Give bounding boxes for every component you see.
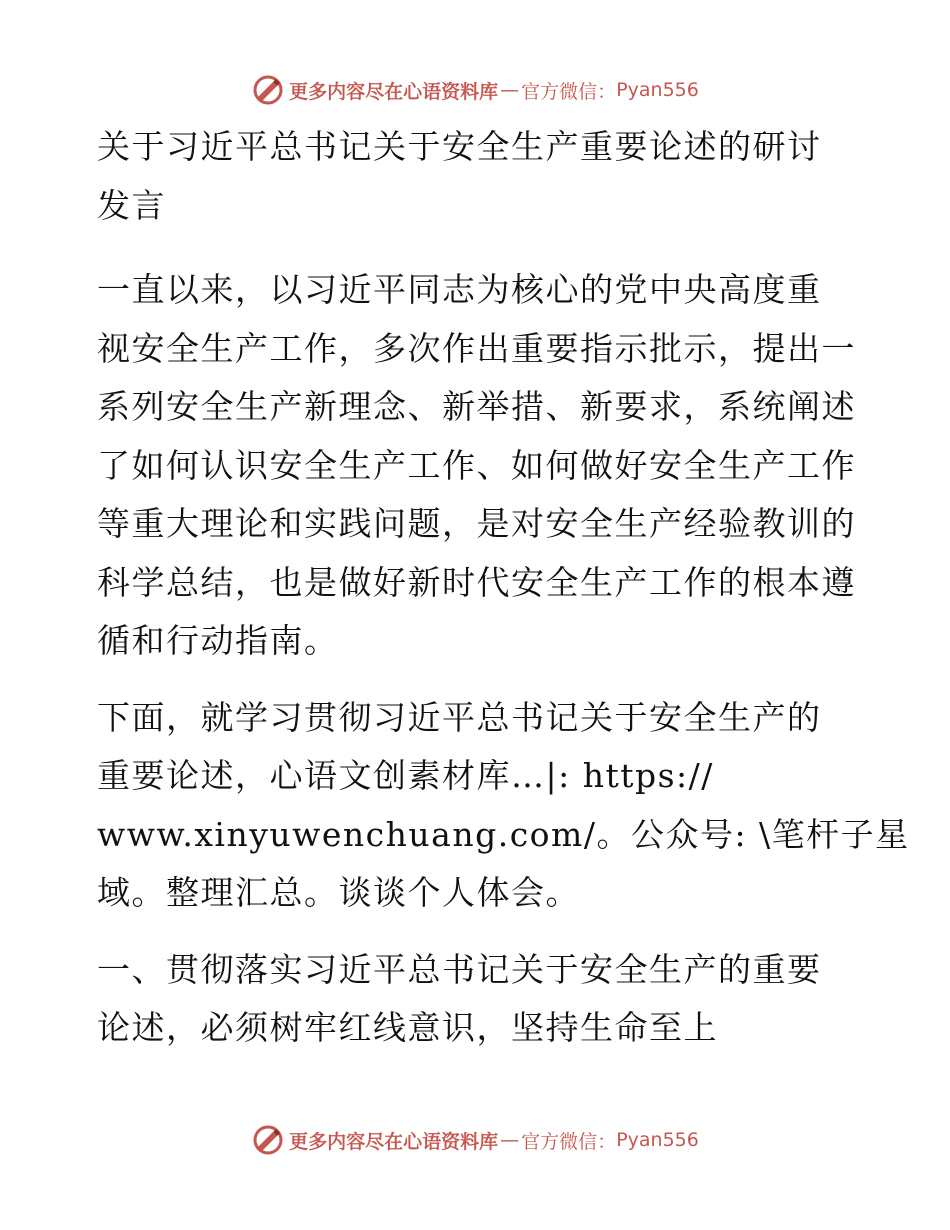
- paragraph-line: 科学总结，也是做好新时代安全生产工作的根本遵: [97, 562, 856, 602]
- banner-dash: —: [500, 1129, 520, 1151]
- banner-dash: —: [500, 79, 520, 101]
- heading-line: 一、贯彻落实习近平总书记关于安全生产的重要: [97, 949, 822, 989]
- pen-logo-icon: [251, 1123, 285, 1157]
- paragraph-line: 等重大理论和实践问题，是对安全生产经验教训的: [97, 504, 856, 543]
- paragraph-line: 重要论述，心语文创素材库…|: https://: [97, 756, 714, 795]
- paragraph-line: 循和行动指南。: [97, 621, 339, 660]
- banner-official-label: 官方微信：: [521, 1130, 617, 1153]
- banner-site-text: 更多内容尽在心语资料库: [289, 80, 499, 103]
- paragraph-line: 域。整理汇总。谈谈个人体会。: [97, 873, 580, 912]
- paragraph-intro: [97, 261, 857, 671]
- banner-wechat-id: Pyan556: [616, 1129, 699, 1151]
- paragraph-line: 了如何认识安全生产工作、如何做好安全生产工作: [97, 445, 856, 485]
- banner-official-label: 官方微信：: [521, 80, 617, 103]
- header-watermark-banner: [0, 70, 950, 110]
- paragraph-line: 系列安全生产新理念、新举措、新要求，系统阐述: [97, 387, 856, 426]
- section-heading-1: [97, 941, 857, 1058]
- title-line: 发言: [97, 185, 166, 225]
- paragraph-line: 下面，就学习贯彻习近平总书记关于安全生产的: [97, 697, 822, 737]
- paragraph-line: 视安全生产工作，多次作出重要指示批示，提出一: [97, 328, 856, 368]
- paragraph-line: 一直以来，以习近平同志为核心的党中央高度重: [97, 270, 822, 309]
- document-title: [97, 118, 857, 235]
- heading-line: 论述，必须树牢红线意识，坚持生命至上: [97, 1008, 718, 1047]
- document-body: [97, 118, 910, 1076]
- paragraph-outline: [97, 689, 910, 923]
- paragraph-line: www.xinyuwenchuang.com/。公众号: \笔杆子星: [97, 814, 910, 854]
- banner-wechat-id: Pyan556: [616, 79, 699, 101]
- pen-logo-icon: [251, 73, 285, 107]
- title-line: 关于习近平总书记关于安全生产重要论述的研讨: [97, 127, 822, 166]
- banner-site-text: 更多内容尽在心语资料库: [289, 1130, 499, 1153]
- footer-watermark-banner: [0, 1120, 950, 1160]
